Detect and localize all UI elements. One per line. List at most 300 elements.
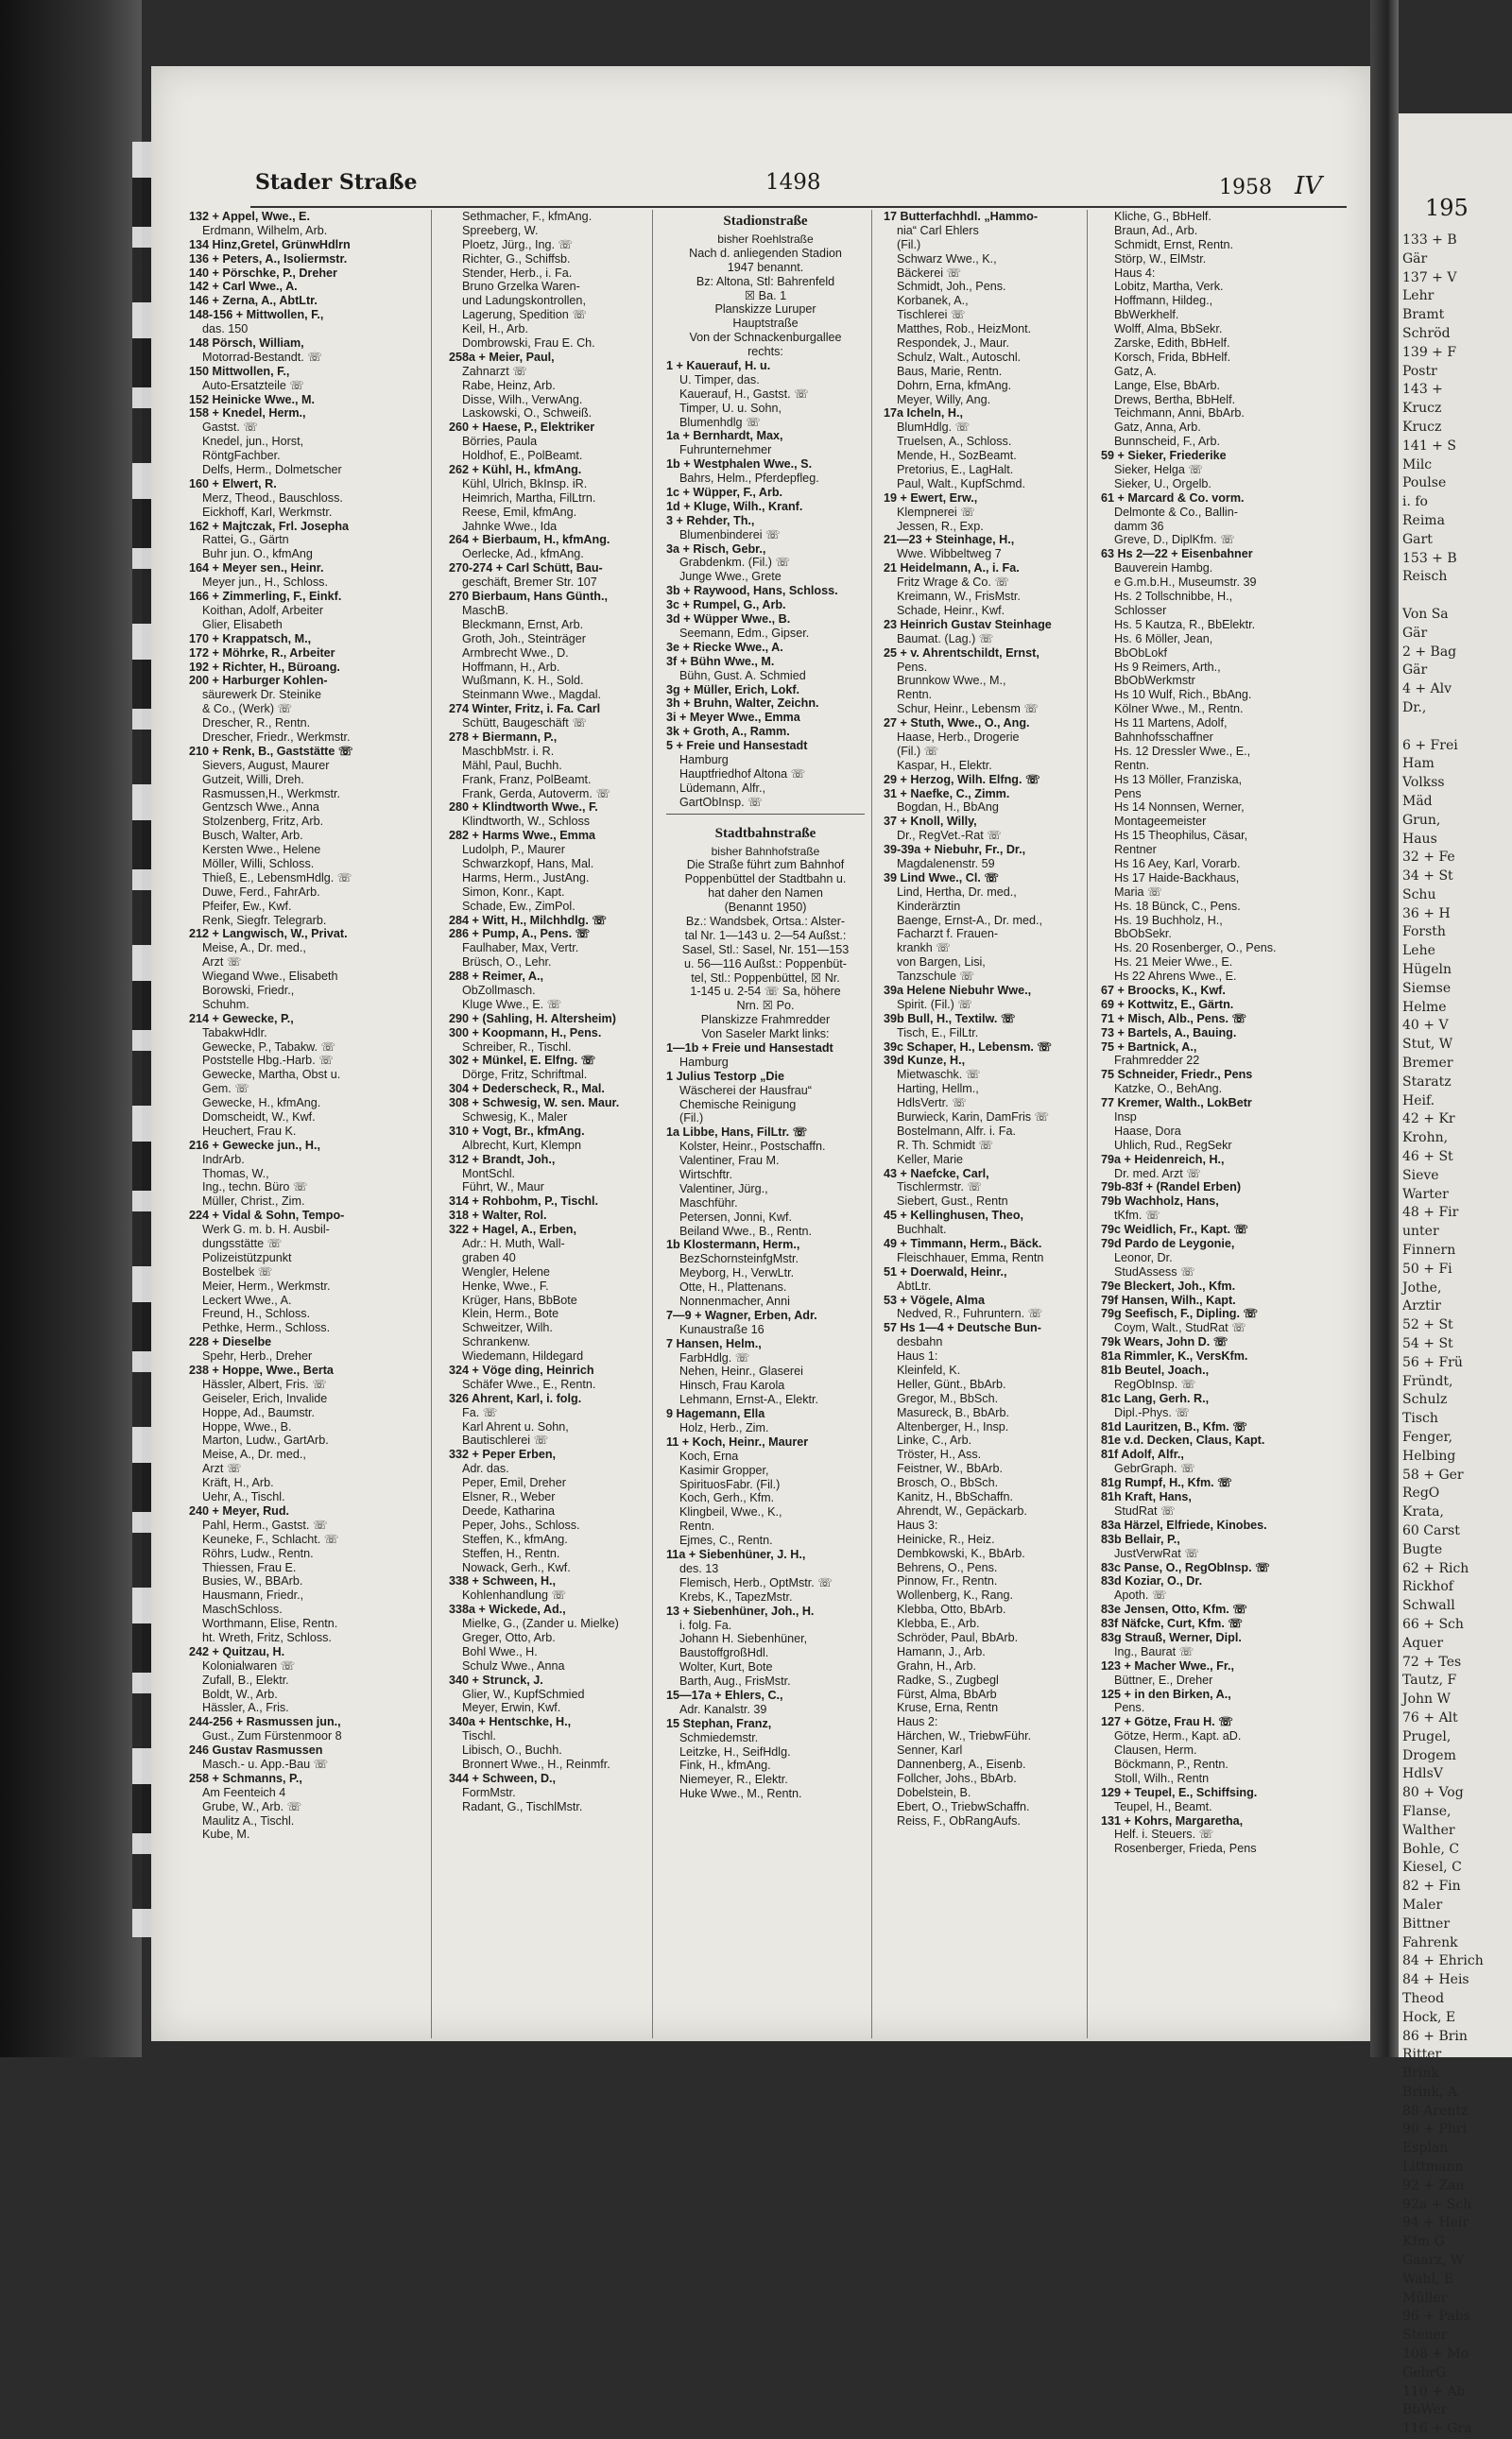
facing-page-entry: Steuer <box>1402 2327 1448 2344</box>
directory-entry: Hs. 19 Buchholz, H., <box>1114 913 1223 927</box>
directory-entry: Kreimann, W., FrisMstr. <box>897 590 1021 604</box>
directory-entry: Glier, Elisabeth <box>202 617 283 631</box>
directory-entry: Die Straße führt zum Bahnhof <box>686 858 845 872</box>
directory-entry: Bostelmann, Alfr. i. Fa. <box>897 1124 1016 1138</box>
facing-page-entry: 92 + Zan <box>1402 2177 1465 2193</box>
directory-entry: Lind, Hertha, Dr. med., <box>897 885 1017 899</box>
directory-column-2 <box>449 210 647 1814</box>
directory-entry: 1947 benannt. <box>727 260 804 274</box>
directory-entry: Gregor, M., BbSch. <box>897 1391 999 1405</box>
directory-entry: 1 Julius Testorp „Die <box>666 1069 785 1083</box>
directory-entry: 3e + Riecke Wwe., A. <box>666 640 783 654</box>
directory-entry: Karl Ahrent u. Sohn, <box>462 1419 569 1434</box>
directory-entry: 39-39a + Niebuhr, Fr., Dr., <box>884 843 1026 857</box>
directory-entry: RegObInsp. ☏ <box>1114 1377 1196 1391</box>
directory-entry: Kasimir Gropper, <box>679 1463 769 1477</box>
facing-page-entry: Prugel, <box>1402 1728 1452 1744</box>
directory-entry: e G.m.b.H., Museumstr. 39 <box>1114 575 1257 590</box>
directory-entry: 9 Hagemann, Ella <box>666 1407 765 1421</box>
directory-entry: Rattei, G., Gärtn <box>202 533 289 547</box>
directory-entry: 27 + Stuth, Wwe., O., Ang. <box>884 716 1030 730</box>
directory-entry: 79a + Heidenreich, H., <box>1101 1152 1225 1166</box>
directory-entry: Kluge Wwe., E. ☏ <box>462 997 562 1011</box>
facing-page-entry: Warter <box>1402 1186 1449 1202</box>
directory-entry: 39a Helene Niebuhr Wwe., <box>884 983 1032 997</box>
directory-entry: Hauptfriedhof Altona ☏ <box>679 766 806 781</box>
directory-entry: Holdhof, E., PolBeamt. <box>462 449 583 463</box>
facing-page-entry: 96 + Pabs <box>1402 2309 1470 2325</box>
directory-entry: Rentn. <box>1114 758 1150 772</box>
directory-entry: Facharzt f. Frauen- <box>897 927 999 941</box>
facing-page-entry: Gär <box>1402 625 1428 641</box>
facing-page-entry: 137 + V <box>1402 269 1457 285</box>
directory-entry: Hamburg <box>679 752 729 766</box>
directory-entry: Peper, Johs., Schloss. <box>462 1518 580 1532</box>
directory-entry: HdlsVertr. ☏ <box>897 1096 967 1110</box>
facing-page-entry: 80 + Vog <box>1402 1785 1464 1801</box>
directory-entry: dungsstätte ☏ <box>202 1237 283 1251</box>
facing-page-entry: Jothe, <box>1402 1280 1442 1296</box>
directory-entry: Niemeyer, R., Elektr. <box>679 1773 788 1787</box>
facing-page-entry: 50 + Fi <box>1402 1261 1452 1277</box>
directory-entry: Gewecke, P., Tabakw. ☏ <box>202 1039 336 1054</box>
directory-entry: Reese, Emil, kfmAng. <box>462 505 577 519</box>
directory-entry: Drescher, Friedr., Werkmstr. <box>202 730 351 744</box>
directory-entry: Seemann, Edm., Gipser. <box>679 626 810 640</box>
directory-entry: tKfm. ☏ <box>1114 1209 1160 1223</box>
directory-entry: Büttner, E., Dreher <box>1114 1673 1213 1687</box>
directory-entry: des. 13 <box>679 1561 719 1575</box>
directory-entry: desbahn <box>897 1335 943 1349</box>
directory-entry: FarbHdlg. ☏ <box>679 1350 750 1365</box>
directory-entry: Keller, Marie <box>897 1152 963 1166</box>
directory-entry: u. 56—116 Außst.: Poppenbüt- <box>684 956 847 970</box>
facing-page-entry: Bugte <box>1402 1541 1443 1557</box>
directory-entry: Planskizze Frahmredder <box>700 1013 831 1027</box>
directory-entry: 282 + Harms Wwe., Emma <box>449 829 596 843</box>
directory-entry: Delmonte & Co., Ballin- <box>1114 505 1238 519</box>
directory-entry: 274 Winter, Fritz, i. Fa. Carl <box>449 702 601 716</box>
facing-page-entry: 2 + Bag <box>1402 644 1457 660</box>
column-divider <box>652 210 653 2038</box>
column-divider <box>431 210 432 2038</box>
directory-entry: Heuchert, Frau K. <box>202 1124 297 1138</box>
directory-entry: 127 + Götze, Frau H. ☏ <box>1101 1715 1233 1729</box>
directory-entry: Meyborg, H., VerwLtr. <box>679 1266 795 1280</box>
directory-entry: Hausmann, Friedr., <box>202 1589 304 1603</box>
facing-page-entry: 34 + St <box>1402 868 1453 885</box>
directory-entry: ☒ Ba. 1 <box>744 288 787 302</box>
directory-entry: Meier, Herm., Werkmstr. <box>202 1279 331 1293</box>
facing-page-entry: Littmann <box>1402 2159 1464 2175</box>
directory-entry: 57 Hs 1—4 + Deutsche Bun- <box>884 1321 1041 1335</box>
directory-entry: Truelsen, A., Schloss. <box>897 435 1012 449</box>
directory-entry: Hamburg <box>679 1055 729 1069</box>
directory-entry: Magdalenenstr. 59 <box>897 856 995 870</box>
directory-entry: Junge Wwe., Grete <box>679 570 782 584</box>
directory-entry: 148-156 + Mittwollen, F., <box>189 308 324 322</box>
directory-entry: Wollenberg, K., Rang. <box>897 1589 1013 1603</box>
directory-entry: Frank, Gerda, Autoverm. ☏ <box>462 786 611 800</box>
facing-page-number: 195 <box>1425 195 1469 221</box>
directory-entry: 71 + Misch, Alb., Pens. ☏ <box>1101 1011 1247 1025</box>
directory-entry: Bahnhofsschaffner <box>1114 730 1213 744</box>
directory-entry: 79e Bleckert, Joh., Kfm. <box>1101 1279 1236 1293</box>
directory-entry: Steinmann Wwe., Magdal. <box>462 688 601 702</box>
directory-entry: Lehmann, Ernst-A., Elektr. <box>679 1393 818 1407</box>
facing-page-entry: 32 + Fe <box>1402 850 1455 866</box>
directory-entry: 332 + Peper Erben, <box>449 1448 557 1462</box>
directory-entry: Kanitz, H., BbSchaffn. <box>897 1490 1013 1504</box>
directory-entry: Brunnkow Wwe., M., <box>897 674 1006 688</box>
directory-entry: Leonor, Dr. <box>1114 1250 1173 1264</box>
directory-entry: Schmiedemstr. <box>679 1730 759 1744</box>
directory-entry: Kolster, Heinr., Postschaffn. <box>679 1140 826 1154</box>
directory-entry: Sasel, Stl.: Sasel, Nr. 151—153 <box>681 942 850 956</box>
directory-entry: 270-274 + Carl Schütt, Bau- <box>449 561 603 575</box>
facing-page-entry: Tautz, F <box>1402 1673 1457 1689</box>
directory-entry: Erdmann, Wilhelm, Arb. <box>202 223 328 237</box>
directory-entry: Spirit. (Fil.) ☏ <box>897 997 973 1011</box>
directory-entry: Timper, U. u. Sohn, <box>679 401 782 415</box>
directory-entry: Hs 14 Nonnsen, Werner, <box>1114 800 1245 815</box>
facing-page-entry: Krucz <box>1402 401 1442 417</box>
directory-entry: 39c Schaper, H., Lebensm. ☏ <box>884 1039 1053 1054</box>
directory-entry: 284 + Witt, H., Milchhdlg. ☏ <box>449 913 608 927</box>
directory-entry: 244-256 + Rasmussen jun., <box>189 1715 341 1729</box>
directory-entry: FormMstr. <box>462 1785 516 1799</box>
facing-page-entry: Kfm G <box>1402 2234 1445 2250</box>
facing-page-entry: Bramt <box>1402 307 1445 323</box>
directory-entry: 81d Lauritzen, B., Kfm. ☏ <box>1101 1419 1247 1434</box>
facing-page-entry: Schulz <box>1402 1392 1448 1408</box>
directory-entry: Glier, W., KupfSchmied <box>462 1687 585 1701</box>
directory-entry: Bz: Altona, Stl: Bahrenfeld <box>696 274 835 288</box>
directory-entry: 39 Lind Wwe., Cl. ☏ <box>884 870 1000 885</box>
facing-page-entry: 52 + St <box>1402 1317 1453 1333</box>
directory-entry: Hs 15 Theophilus, Cäsar, <box>1114 829 1248 843</box>
directory-entry: Bohl Wwe., H. <box>462 1644 538 1658</box>
directory-entry: Helf. i. Steuers. ☏ <box>1114 1828 1214 1842</box>
directory-entry: bisher Bahnhofstraße <box>711 844 820 858</box>
street-heading: Stadtbahnstraße <box>714 825 816 841</box>
facing-page-entry: Krohn, <box>1402 1130 1449 1146</box>
directory-entry: 340 + Strunck, J. <box>449 1673 543 1687</box>
directory-entry: Apoth. ☏ <box>1114 1589 1167 1603</box>
facing-page-entry: Fründt, <box>1402 1373 1453 1389</box>
directory-entry: 81c Lang, Gerh. R., <box>1101 1391 1210 1405</box>
directory-entry: Schröder, Paul, BbArb. <box>897 1630 1019 1644</box>
directory-entry: (Fil.) ☏ <box>897 744 939 758</box>
directory-entry: Dr. med. Arzt ☏ <box>1114 1166 1202 1180</box>
directory-entry: Keuneke, F., Schlacht. ☏ <box>202 1532 339 1546</box>
directory-entry: 270 Bierbaum, Hans Günth., <box>449 590 608 604</box>
directory-entry: 1d + Kluge, Wilh., Kranf. <box>666 499 803 513</box>
directory-entry: 134 Hinz,Gretel, GrünwHdlrn <box>189 237 351 251</box>
directory-entry: Dannenberg, A., Eisenb. <box>897 1757 1026 1771</box>
directory-entry: 3b + Raywood, Hans, Schloss. <box>666 584 838 598</box>
directory-entry: R. Th. Schmidt ☏ <box>897 1138 994 1152</box>
directory-entry: tel, Stl.: Poppenbüttel, ☒ Nr. <box>691 970 840 985</box>
directory-entry: BbObWerkmstr <box>1114 674 1195 688</box>
directory-entry: Gust., Zum Fürstenmoor 8 <box>202 1729 342 1743</box>
directory-entry: Thomas, W., <box>202 1166 269 1180</box>
facing-page-entry: Forsth <box>1402 924 1446 940</box>
directory-entry: 83b Bellair, P., <box>1101 1532 1180 1546</box>
directory-entry: Valentiner, Frau M. <box>679 1154 780 1168</box>
directory-entry: 17a Icheln, H., <box>884 406 963 421</box>
facing-page-entry: Brink <box>1402 2066 1439 2082</box>
directory-entry: Duwe, Ferd., FahrArb. <box>202 885 320 899</box>
facing-page-entry: Drogem <box>1402 1747 1456 1763</box>
facing-page-entry: Wahl, E <box>1402 2271 1454 2287</box>
directory-entry: Gem. ☏ <box>202 1082 250 1096</box>
directory-entry: Klingbeil, Wwe., K., <box>679 1505 782 1520</box>
directory-entry: Busies, W., BBArb. <box>202 1574 303 1589</box>
directory-entry: Pens. <box>1114 1701 1145 1715</box>
directory-entry: Ploetz, Jürg., Ing. ☏ <box>462 237 574 251</box>
directory-entry: Clausen, Herm. <box>1114 1743 1197 1758</box>
directory-entry: Wußmann, K. H., Sold. <box>462 674 584 688</box>
directory-entry: 148 Pörsch, William, <box>189 336 304 351</box>
directory-entry: Zarske, Edith, BbHelf. <box>1114 336 1230 351</box>
directory-entry: Hs. 12 Dressler Wwe., E., <box>1114 744 1251 758</box>
directory-entry: (Benannt 1950) <box>724 901 807 915</box>
directory-entry: Wolff, Alma, BbSekr. <box>1114 322 1223 336</box>
directory-entry: Heimrich, Martha, FilLtrn. <box>462 490 596 505</box>
directory-entry: Leckert Wwe., A. <box>202 1293 292 1307</box>
directory-entry: 344 + Schween, D., <box>449 1771 557 1785</box>
facing-page-entry: 76 + Alt <box>1402 1709 1458 1726</box>
facing-page-entry: Heif. <box>1402 1092 1435 1108</box>
directory-entry: Fleischhauer, Emma, Rentn <box>897 1250 1044 1264</box>
directory-entry: 246 Gustav Rasmussen <box>189 1743 323 1758</box>
column-divider <box>1087 210 1088 2038</box>
page-number: 1498 <box>765 170 821 195</box>
directory-entry: Hs 16 Aey, Karl, Vorarb. <box>1114 856 1241 870</box>
facing-page-entry: 36 + H <box>1402 905 1451 921</box>
directory-entry: Holz, Herb., Zim. <box>679 1421 769 1435</box>
directory-entry: Uhlich, Rud., RegSekr <box>1114 1138 1232 1152</box>
directory-entry: Braun, Ad., Arb. <box>1114 223 1198 237</box>
directory-entry: Katzke, O., BehAng. <box>1114 1082 1223 1096</box>
directory-entry: Korbanek, A., <box>897 294 969 308</box>
directory-entry: Greve, D., DiplKfm. ☏ <box>1114 533 1235 547</box>
directory-entry: Baus, Marie, Rentn. <box>897 364 1003 378</box>
directory-entry: Reiss, F., ObRangAufs. <box>897 1813 1021 1828</box>
directory-entry: 83e Jensen, Otto, Kfm. ☏ <box>1101 1603 1248 1617</box>
directory-entry: 3k + Groth, A., Ramm. <box>666 725 790 739</box>
directory-entry: Schuhm. <box>202 997 249 1011</box>
directory-entry: 1—1b + Freie und Hansestadt <box>666 1040 833 1055</box>
directory-entry: Lagerung, Spedition ☏ <box>462 308 587 322</box>
directory-entry: Baumat. (Lag.) ☏ <box>897 631 994 645</box>
directory-entry: Radant, G., TischlMstr. <box>462 1799 583 1813</box>
facing-page-entry: Aquer <box>1402 1635 1444 1651</box>
directory-entry: Kinderärztin <box>897 899 961 913</box>
facing-page-entry: Ham <box>1402 756 1435 772</box>
directory-entry: 300 + Koopmann, H., Pens. <box>449 1025 602 1039</box>
directory-entry: 7—9 + Wagner, Erben, Adr. <box>666 1308 817 1322</box>
directory-entry: Kruse, Erna, Rentn <box>897 1701 999 1715</box>
facing-page-entry: Tisch <box>1402 1411 1438 1427</box>
directory-entry: Hs. 18 Bünck, C., Pens. <box>1114 899 1241 913</box>
directory-entry: Spehr, Herb., Dreher <box>202 1349 313 1364</box>
directory-entry: Kaspar, H., Elektr. <box>897 758 992 772</box>
directory-entry: Kölner Wwe., M., Rentn. <box>1114 702 1244 716</box>
directory-entry: Libisch, O., Buchh. <box>462 1743 562 1758</box>
directory-entry: Dembkowski, K., BbArb. <box>897 1546 1025 1560</box>
directory-entry: Am Feenteich 4 <box>202 1785 286 1799</box>
directory-entry: 123 + Macher Wwe., Fr., <box>1101 1658 1235 1673</box>
directory-entry: Dr., RegVet.-Rat ☏ <box>897 829 1002 843</box>
directory-entry: Harting, Hellm., <box>897 1082 979 1096</box>
directory-entry: Koch, Gerh., Kfm. <box>679 1491 775 1505</box>
directory-entry: Pethke, Herm., Schloss. <box>202 1321 331 1335</box>
directory-entry: Haus 4: <box>1114 266 1156 280</box>
directory-entry: TabakwHdlr. <box>202 1025 267 1039</box>
directory-page <box>151 66 1370 2041</box>
directory-entry: Hässler, A., Fris. <box>202 1701 289 1715</box>
facing-page-entry: Müller <box>1402 2290 1448 2306</box>
directory-entry: Senner, Karl <box>897 1743 963 1758</box>
directory-entry: Uehr, A., Tischl. <box>202 1490 285 1504</box>
directory-entry: Grahn, H., Arb. <box>897 1658 976 1673</box>
directory-entry: bisher Roehlstraße <box>717 232 814 246</box>
directory-entry <box>666 814 865 822</box>
directory-entry: BlumHdlg. ☏ <box>897 421 971 435</box>
directory-entry: 5 + Freie und Hansestadt <box>666 739 808 753</box>
facing-page-entry: Haus <box>1402 831 1437 847</box>
directory-entry: Ing., techn. Büro ☏ <box>202 1180 308 1194</box>
directory-entry: Ing., Baurat ☏ <box>1114 1644 1194 1658</box>
directory-entry: Tischlerei ☏ <box>897 308 966 322</box>
directory-entry: 81e v.d. Decken, Claus, Kapt. <box>1101 1434 1265 1448</box>
directory-entry: von Bargen, Lisi, <box>897 955 986 970</box>
directory-entry: Hoffmann, H., Arb. <box>462 660 560 674</box>
directory-entry: 264 + Bierbaum, H., kfmAng. <box>449 533 610 547</box>
facing-page-lines <box>1399 232 1512 2439</box>
directory-entry: 21 Heidelmann, A., i. Fa. <box>884 561 1020 575</box>
directory-entry: Nrn. ☒ Po. <box>736 999 795 1013</box>
directory-entry: Götze, Herm., Kapt. aD. <box>1114 1729 1242 1743</box>
directory-entry: Freund, H., Schloss. <box>202 1307 311 1321</box>
directory-entry: 172 + Möhrke, R., Arbeiter <box>189 645 335 660</box>
facing-page-entry: Brink, A <box>1402 2084 1457 2100</box>
directory-entry: Bautischlerei ☏ <box>462 1434 549 1448</box>
facing-page-entry: i. fo <box>1402 494 1428 510</box>
directory-entry: 3d + Wüpper Wwe., B. <box>666 612 791 627</box>
directory-entry: Kauerauf, H., Gastst. ☏ <box>679 386 809 401</box>
directory-entry: BbWerkhelf. <box>1114 308 1179 322</box>
directory-entry: 49 + Timmann, Herm., Bäck. <box>884 1237 1042 1251</box>
directory-entry: 3g + Müller, Erich, Lokf. <box>666 682 800 696</box>
directory-entry: GartObInsp. ☏ <box>679 795 763 809</box>
directory-entry: Grabdenkm. (Fil.) ☏ <box>679 556 791 570</box>
directory-entry: 142 + Carl Wwe., A. <box>189 280 298 294</box>
facing-page-entry: 40 + V <box>1402 1018 1449 1034</box>
directory-entry: 25 + v. Ahrentschildt, Ernst, <box>884 645 1040 660</box>
facing-page-entry: 141 + S <box>1402 438 1456 454</box>
directory-entry: Peper, Emil, Dreher <box>462 1476 566 1490</box>
directory-entry: Coym, Walt., StudRat ☏ <box>1114 1321 1246 1335</box>
directory-entry: (Fil.) <box>897 237 921 251</box>
directory-entry: Auto-Ersatzteile ☏ <box>202 378 305 392</box>
directory-entry: Lobitz, Martha, Verk. <box>1114 280 1224 294</box>
directory-entry: Bäckerei ☏ <box>897 266 962 280</box>
directory-entry: 192 + Richter, H., Büroang. <box>189 660 340 674</box>
directory-entry: Rosenberger, Frieda, Pens <box>1114 1842 1257 1856</box>
directory-entry: 61 + Marcard & Co. vorm. <box>1101 490 1245 505</box>
directory-entry: Wäscherei der Hausfrau“ <box>679 1083 812 1097</box>
directory-entry: 166 + Zimmerling, F., Einkf. <box>189 590 342 604</box>
directory-entry: Baenge, Ernst-A., Dr. med., <box>897 913 1042 927</box>
directory-entry: 3h + Bruhn, Walter, Zeichn. <box>666 696 819 711</box>
directory-entry: 312 + Brandt, Joh., <box>449 1152 556 1166</box>
directory-entry: 79f Hansen, Wilh., Kapt. <box>1101 1293 1236 1307</box>
directory-entry: 31 + Naefke, C., Zimm. <box>884 786 1010 800</box>
page-header <box>151 170 1370 208</box>
directory-entry: Altenberger, H., Insp. <box>897 1419 1009 1434</box>
directory-entry: Von der Schnackenburgallee <box>689 331 842 345</box>
directory-entry: 125 + in den Birken, A., <box>1101 1687 1231 1701</box>
directory-entry: Wiedemann, Hildegard <box>462 1349 584 1364</box>
directory-entry: 310 + Vogt, Br., kfmAng. <box>449 1124 585 1138</box>
directory-entry: Elsner, R., Weber <box>462 1490 556 1504</box>
directory-entry: Flemisch, Herb., OptMstr. ☏ <box>679 1575 833 1589</box>
directory-entry: Meyer jun., H., Schloss. <box>202 575 328 590</box>
directory-entry: 278 + Biermann, P., <box>449 730 558 744</box>
directory-entry: 170 + Krappatsch, M., <box>189 631 312 645</box>
directory-entry: Eickhoff, Karl, Werkmstr. <box>202 505 333 519</box>
directory-entry: 1a Libbe, Hans, FilLtr. ☏ <box>666 1125 808 1140</box>
directory-entry: Blumenhdlg ☏ <box>679 415 761 429</box>
directory-entry: Insp <box>1114 1110 1137 1124</box>
facing-page-entry: 54 + St <box>1402 1336 1453 1352</box>
directory-entry: 3i + Meyer Wwe., Emma <box>666 711 800 725</box>
directory-entry: Steffen, H., Rentn. <box>462 1546 560 1560</box>
directory-entry: Zahnarzt ☏ <box>462 364 527 378</box>
directory-entry: MaschB. <box>462 603 508 617</box>
directory-entry: RöntgFachber. <box>202 449 281 463</box>
directory-entry: 11a + Siebenhüner, J. H., <box>666 1548 806 1562</box>
facing-page-entry: Bremer <box>1402 1056 1453 1072</box>
directory-entry: IndrArb. <box>202 1152 245 1166</box>
directory-entry: Bleckmann, Ernst, Arb. <box>462 617 584 631</box>
facing-page-entry: Ritter <box>1402 2047 1442 2063</box>
directory-entry: Wirtschftr. <box>679 1168 732 1181</box>
directory-entry: Lüdemann, Alfr., <box>679 781 766 795</box>
directory-entry: Dobelstein, B. <box>897 1785 971 1799</box>
directory-entry: Müller, Christ., Zim. <box>202 1194 305 1209</box>
directory-entry: Worthmann, Elise, Rentn. <box>202 1617 338 1631</box>
facing-page-entry: 60 Carst <box>1402 1522 1460 1538</box>
directory-entry: Hässler, Albert, Fris. ☏ <box>202 1377 327 1391</box>
directory-entry: Hs. 21 Meier Wwe., E. <box>1114 955 1233 970</box>
directory-entry: 324 + Vöge ding, Heinrich <box>449 1364 594 1378</box>
directory-entry: 15 Stephan, Franz, <box>666 1716 772 1730</box>
directory-entry: Fa. ☏ <box>462 1405 498 1419</box>
directory-entry: Heinicke, R., Heiz. <box>897 1532 995 1546</box>
directory-entry: Planskizze Luruper <box>714 302 816 317</box>
directory-entry: Hinsch, Frau Karola <box>679 1379 785 1393</box>
directory-entry: Fürst, Alma, BbArb <box>897 1687 997 1701</box>
directory-entry: Motorrad-Bestandt. ☏ <box>202 350 323 364</box>
facing-page-entry: Helbing <box>1402 1448 1456 1464</box>
directory-entry: Respondek, J., Maur. <box>897 336 1010 351</box>
directory-entry: Röhrs, Ludw., Rentn. <box>202 1546 314 1560</box>
directory-entry: Teichmann, Anni, BbArb. <box>1114 406 1245 421</box>
